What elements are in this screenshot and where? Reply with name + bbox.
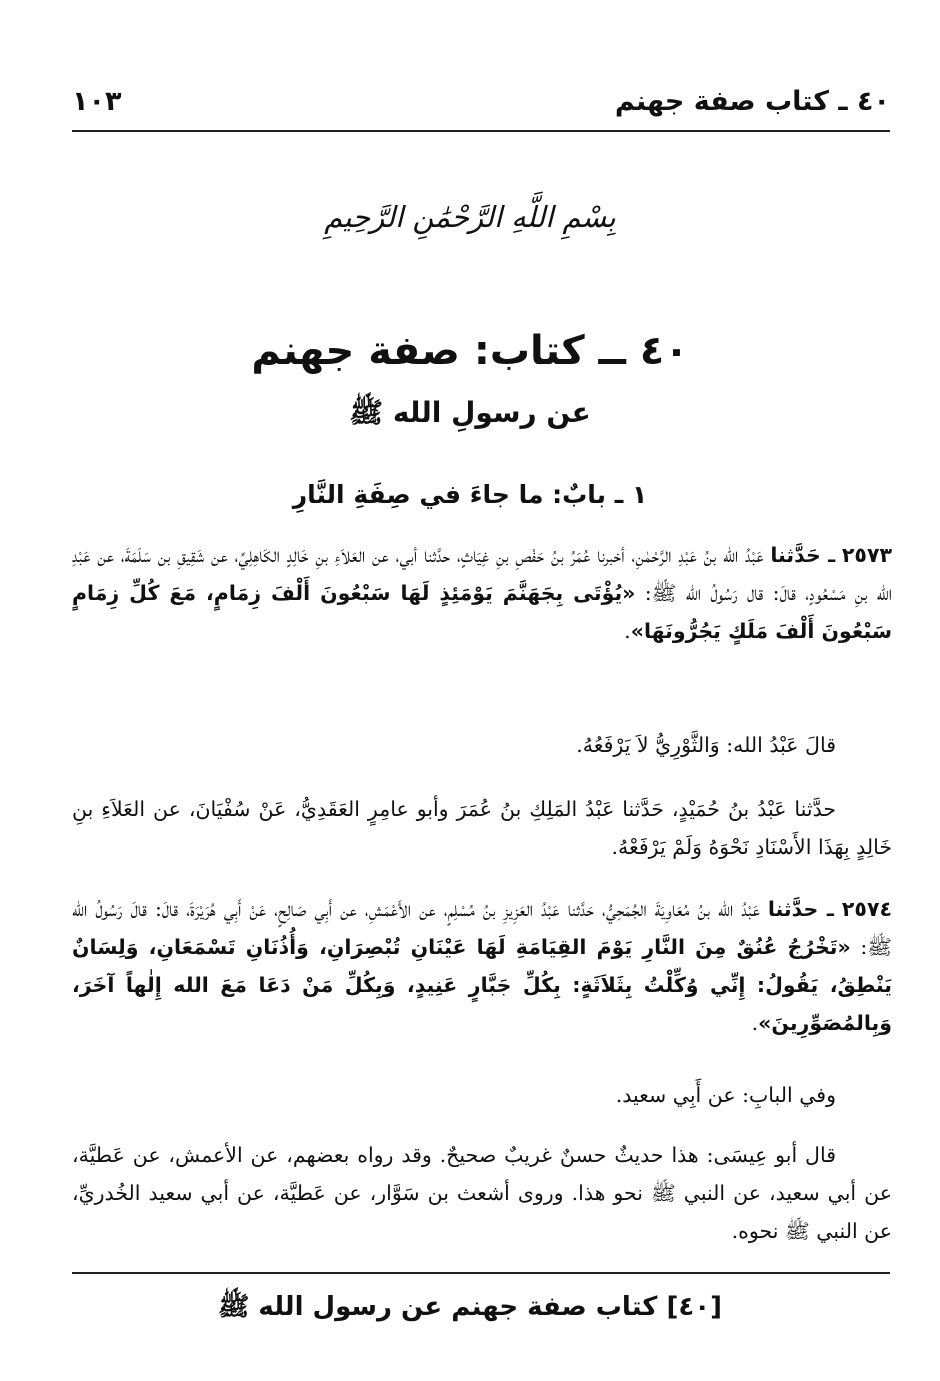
book-subtitle: عن رسولِ الله ﷺ bbox=[349, 396, 591, 429]
note-fil-bab: وفي البابِ: عن أَبِي سعيد. bbox=[615, 1083, 836, 1107]
page-number: ١٠٣ bbox=[72, 86, 122, 117]
chapter-title: ١ ـ بابٌ: ما جاءَ في صِفَةِ النَّارِ bbox=[292, 480, 648, 509]
hadith-matn: «تَخْرُجُ عُنُقٌ مِنَ النَّارِ يَوْمَ القِيَامَةِ لَهَا عَيْنَانِ تُبْصِرَانِ، وَأُذُنَانِ تَسْمَعَانِ، وَلِسَانٌ يَنْطِقُ، يَقُولُ: إِنِّي وُكِّلْتُ بِثَلاَثَةٍ: بِكُلِّ جَبَّارٍ عَنِيدٍ، وَبِكُلِّ مَنْ دَعَا مَعَ الله إِلٰهاً آخَرَ، وَبِالمُصَوِّرِينَ» bbox=[72, 935, 892, 1035]
hadith-lead: ـ حَدَّثنا bbox=[770, 543, 836, 567]
hadith-end: . bbox=[624, 619, 631, 643]
hadith-number: ٢٥٧٣ bbox=[841, 543, 892, 567]
footer-title: [٤٠] كتاب صفة جهنم عن رسول الله ﷺ bbox=[217, 1292, 723, 1322]
hadith-2574 bbox=[72, 890, 892, 1042]
note-abu-isa: قال أبو عِيسَى: هذا حديثٌ حسنٌ غريبٌ صحيحٌ. وقد رواه بعضهم، عن الأعمش، عن عَطيَّة، عن أبي سعيد، عن النبي ﷺ نحو هذا. وروى أشعث بن سَوَّار، عن عَطيَّة، عن أبي سعيد الخُدريِّ، عن النبي ﷺ نحوه. bbox=[72, 1143, 892, 1243]
running-title: ٤٠ ـ كتاب صفة جهنم bbox=[614, 86, 890, 117]
basmala: بِسْمِ اللَّهِ الرَّحْمَٰنِ الرَّحِيمِ bbox=[324, 200, 616, 234]
note-thawri: قالَ عَبْدُ الله: وَالثَّوْرِيُّ لاَ يَرْفَعُهُ. bbox=[576, 733, 836, 757]
page-header bbox=[72, 78, 890, 132]
hadith-matn: «يُؤْتَى بِجَهَنَّمَ يَوْمَئِذٍ لَهَا سَبْعُونَ أَلْفَ زِمَامٍ، مَعَ كُلِّ زِمَامٍ سَبْعُونَ أَلْفَ مَلَكٍ يَجُرُّونَهَا» bbox=[72, 581, 892, 643]
footer-divider bbox=[72, 1272, 890, 1274]
hadith-isnad: عَبْدُ الله بنُ مُعَاوِيَةَ الجُمَحِيُّ، حَدَّثنا عَبْدُ العَزِيزِ بنُ مُسْلِمٍ، عن الأَعْمَشِ، عن أَبِي صَالِحٍ، عَنْ أَبِي هُرَيْرَةَ، قالَ: قالَ رَسُولُ الله ﷺ: bbox=[72, 897, 892, 959]
note-abd-bin-humaid: حدَّثنا عَبْدُ بنُ حُمَيْدٍ، حَدَّثنا عَبْدُ المَلِكِ بنُ عُمَرَ وأبو عامِرٍ العَقَدِيُّ، عَنْ سُفْيَانَ، عن العَلاَءِ بنِ خَالِدٍ بِهَذَا الأَسْنَادِ نَحْوَهُ وَلَمْ يَرْفَعْهُ. bbox=[72, 797, 892, 859]
hadith-isnad: عَبْدُ الله بنُ عَبْدِ الرَّحْمٰنِ، أخبرنا عُمَرُ بنُ حَفْصِ بنِ غِيَاثٍ، حدَّثنا أبي، عن العَلاَءِ بنِ خَالِدٍ الكَاهِلِيِّ، عن شَقِيقِ بن سَلَمَةَ، عن عَبْدِ الله بنِ مَسْعُودٍ، قالَ: قال رَسُولُ الله ﷺ: bbox=[72, 543, 892, 605]
hadith-2573 bbox=[72, 536, 892, 650]
book-title: ٤٠ ــ كتاب: صفة جهنم bbox=[251, 328, 689, 374]
hadith-lead: ـ حدَّثنا bbox=[767, 897, 834, 921]
hadith-number: ٢٥٧٤ bbox=[841, 897, 892, 921]
hadith-end: . bbox=[751, 1011, 759, 1035]
